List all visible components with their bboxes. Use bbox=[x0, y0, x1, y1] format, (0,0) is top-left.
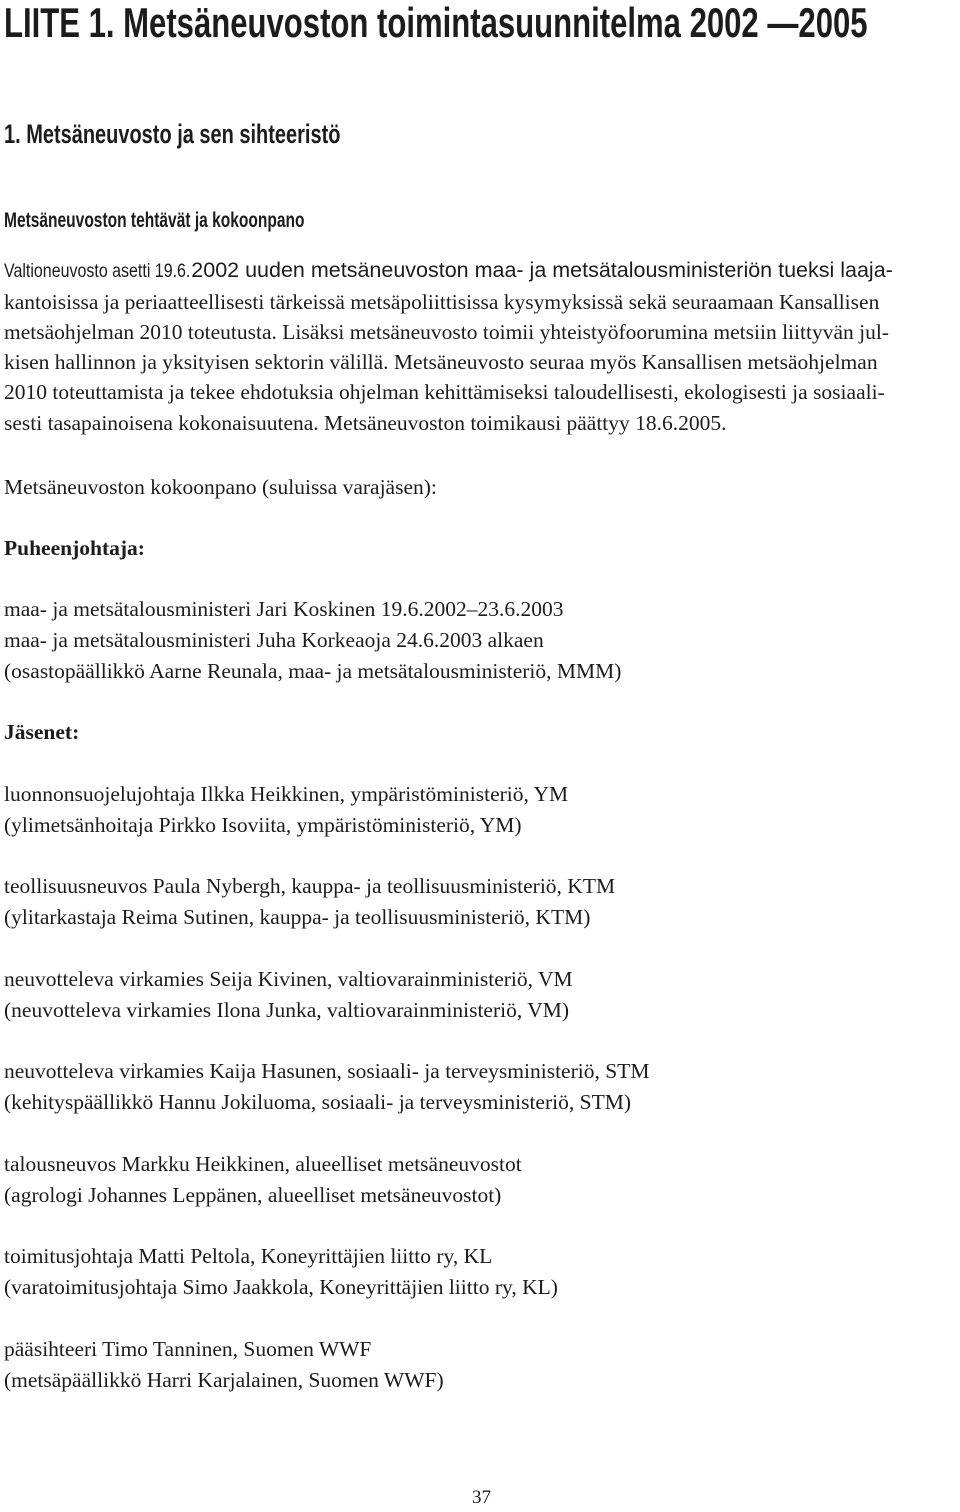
intro-line-4: kisen hallinnon ja yksityisen sektorin välillä. Metsäneuvosto seuraa myös Kansallisen metsäohjelman bbox=[4, 350, 878, 374]
member-5: talousneuvos Markku Heikkinen, alueelliset metsäneuvostot bbox=[4, 1152, 522, 1176]
member-3-deputy: (neuvotteleva virkamies Ilona Junka, valtiovarainministeriö, VM) bbox=[4, 998, 570, 1022]
intro-line-1 bbox=[4, 255, 893, 286]
member-6: toimitusjohtaja Matti Peltola, Koneyrittäjien liitto ry, KL bbox=[4, 1244, 493, 1268]
composition-intro: Metsäneuvoston kokoonpano (suluissa varajäsen): bbox=[4, 475, 437, 499]
member-4-deputy: (kehityspäällikkö Hannu Jokiluoma, sosiaali- ja terveysministeriö, STM) bbox=[4, 1090, 631, 1114]
intro-line-5: 2010 toteuttamista ja tekee ehdotuksia ohjelman kehittämiseksi taloudellisesti, ekologisesti ja sosiaali- bbox=[4, 380, 885, 404]
member-2: teollisuusneuvos Paula Nybergh, kauppa- ja teollisuusministeriö, KTM bbox=[4, 874, 616, 898]
member-1: luonnonsuojelujohtaja Ilkka Heikkinen, ympäristöministeriö, YM bbox=[4, 782, 569, 806]
chair-line-2: maa- ja metsätalousministeri Juha Korkeaoja 24.6.2003 alkaen bbox=[4, 628, 544, 652]
section-heading: 1. Metsäneuvosto ja sen sihteeristö bbox=[4, 119, 341, 149]
chair-heading: Puheenjohtaja: bbox=[4, 536, 145, 560]
intro-line-6: sesti tasapainoisena kokonaisuutena. Metsäneuvoston toimikausi päättyy 18.6.2005. bbox=[4, 411, 727, 435]
member-5-deputy: (agrologi Johannes Leppänen, alueelliset metsäneuvostot) bbox=[4, 1183, 502, 1207]
member-2-deputy: (ylitarkastaja Reima Sutinen, kauppa- ja teollisuusministeriö, KTM) bbox=[4, 905, 591, 929]
member-1-deputy: (ylimetsänhoitaja Pirkko Isoviita, ympäristöministeriö, YM) bbox=[4, 813, 522, 837]
members-heading: Jäsenet: bbox=[4, 720, 80, 744]
chair-line-1: maa- ja metsätalousministeri Jari Koskinen 19.6.2002–23.6.2003 bbox=[4, 597, 564, 621]
page-number: 37 bbox=[472, 1487, 491, 1508]
member-7-deputy: (metsäpäällikkö Harri Karjalainen, Suomen WWF) bbox=[4, 1368, 444, 1392]
subsection-heading: Metsäneuvoston tehtävät ja kokoonpano bbox=[4, 209, 305, 232]
intro-line-3: metsäohjelman 2010 toteutusta. Lisäksi metsäneuvosto toimii yhteistyöfoorumina metsiin liittyvän jul- bbox=[4, 320, 889, 344]
member-6-deputy: (varatoimitusjohtaja Simo Jaakkola, Koneyrittäjien liitto ry, KL) bbox=[4, 1275, 558, 1299]
member-4: neuvotteleva virkamies Kaija Hasunen, sosiaali- ja terveysministeriö, STM bbox=[4, 1059, 650, 1083]
member-3: neuvotteleva virkamies Seija Kivinen, valtiovarainministeriö, VM bbox=[4, 967, 573, 991]
appendix-title: LIITE 1. Metsäneuvoston toimintasuunnitelma 2002 —2005 bbox=[4, 0, 868, 46]
intro-lead: Valtioneuvosto asetti 19.6. bbox=[4, 260, 191, 282]
intro-line-2: kantoisissa ja periaatteellisesti tärkeissä metsäpoliittisissa kysymyksissä sekä seuraamaan Kansallisen bbox=[4, 290, 880, 314]
chair-deputy: (osastopäällikkö Aarne Reunala, maa- ja metsätalousministeriö, MMM) bbox=[4, 659, 622, 683]
intro-line-1-text: 2002 uuden metsäneuvoston maa- ja metsätalousministeriön tueksi laaja- bbox=[191, 258, 893, 282]
member-7: pääsihteeri Timo Tanninen, Suomen WWF bbox=[4, 1337, 372, 1361]
